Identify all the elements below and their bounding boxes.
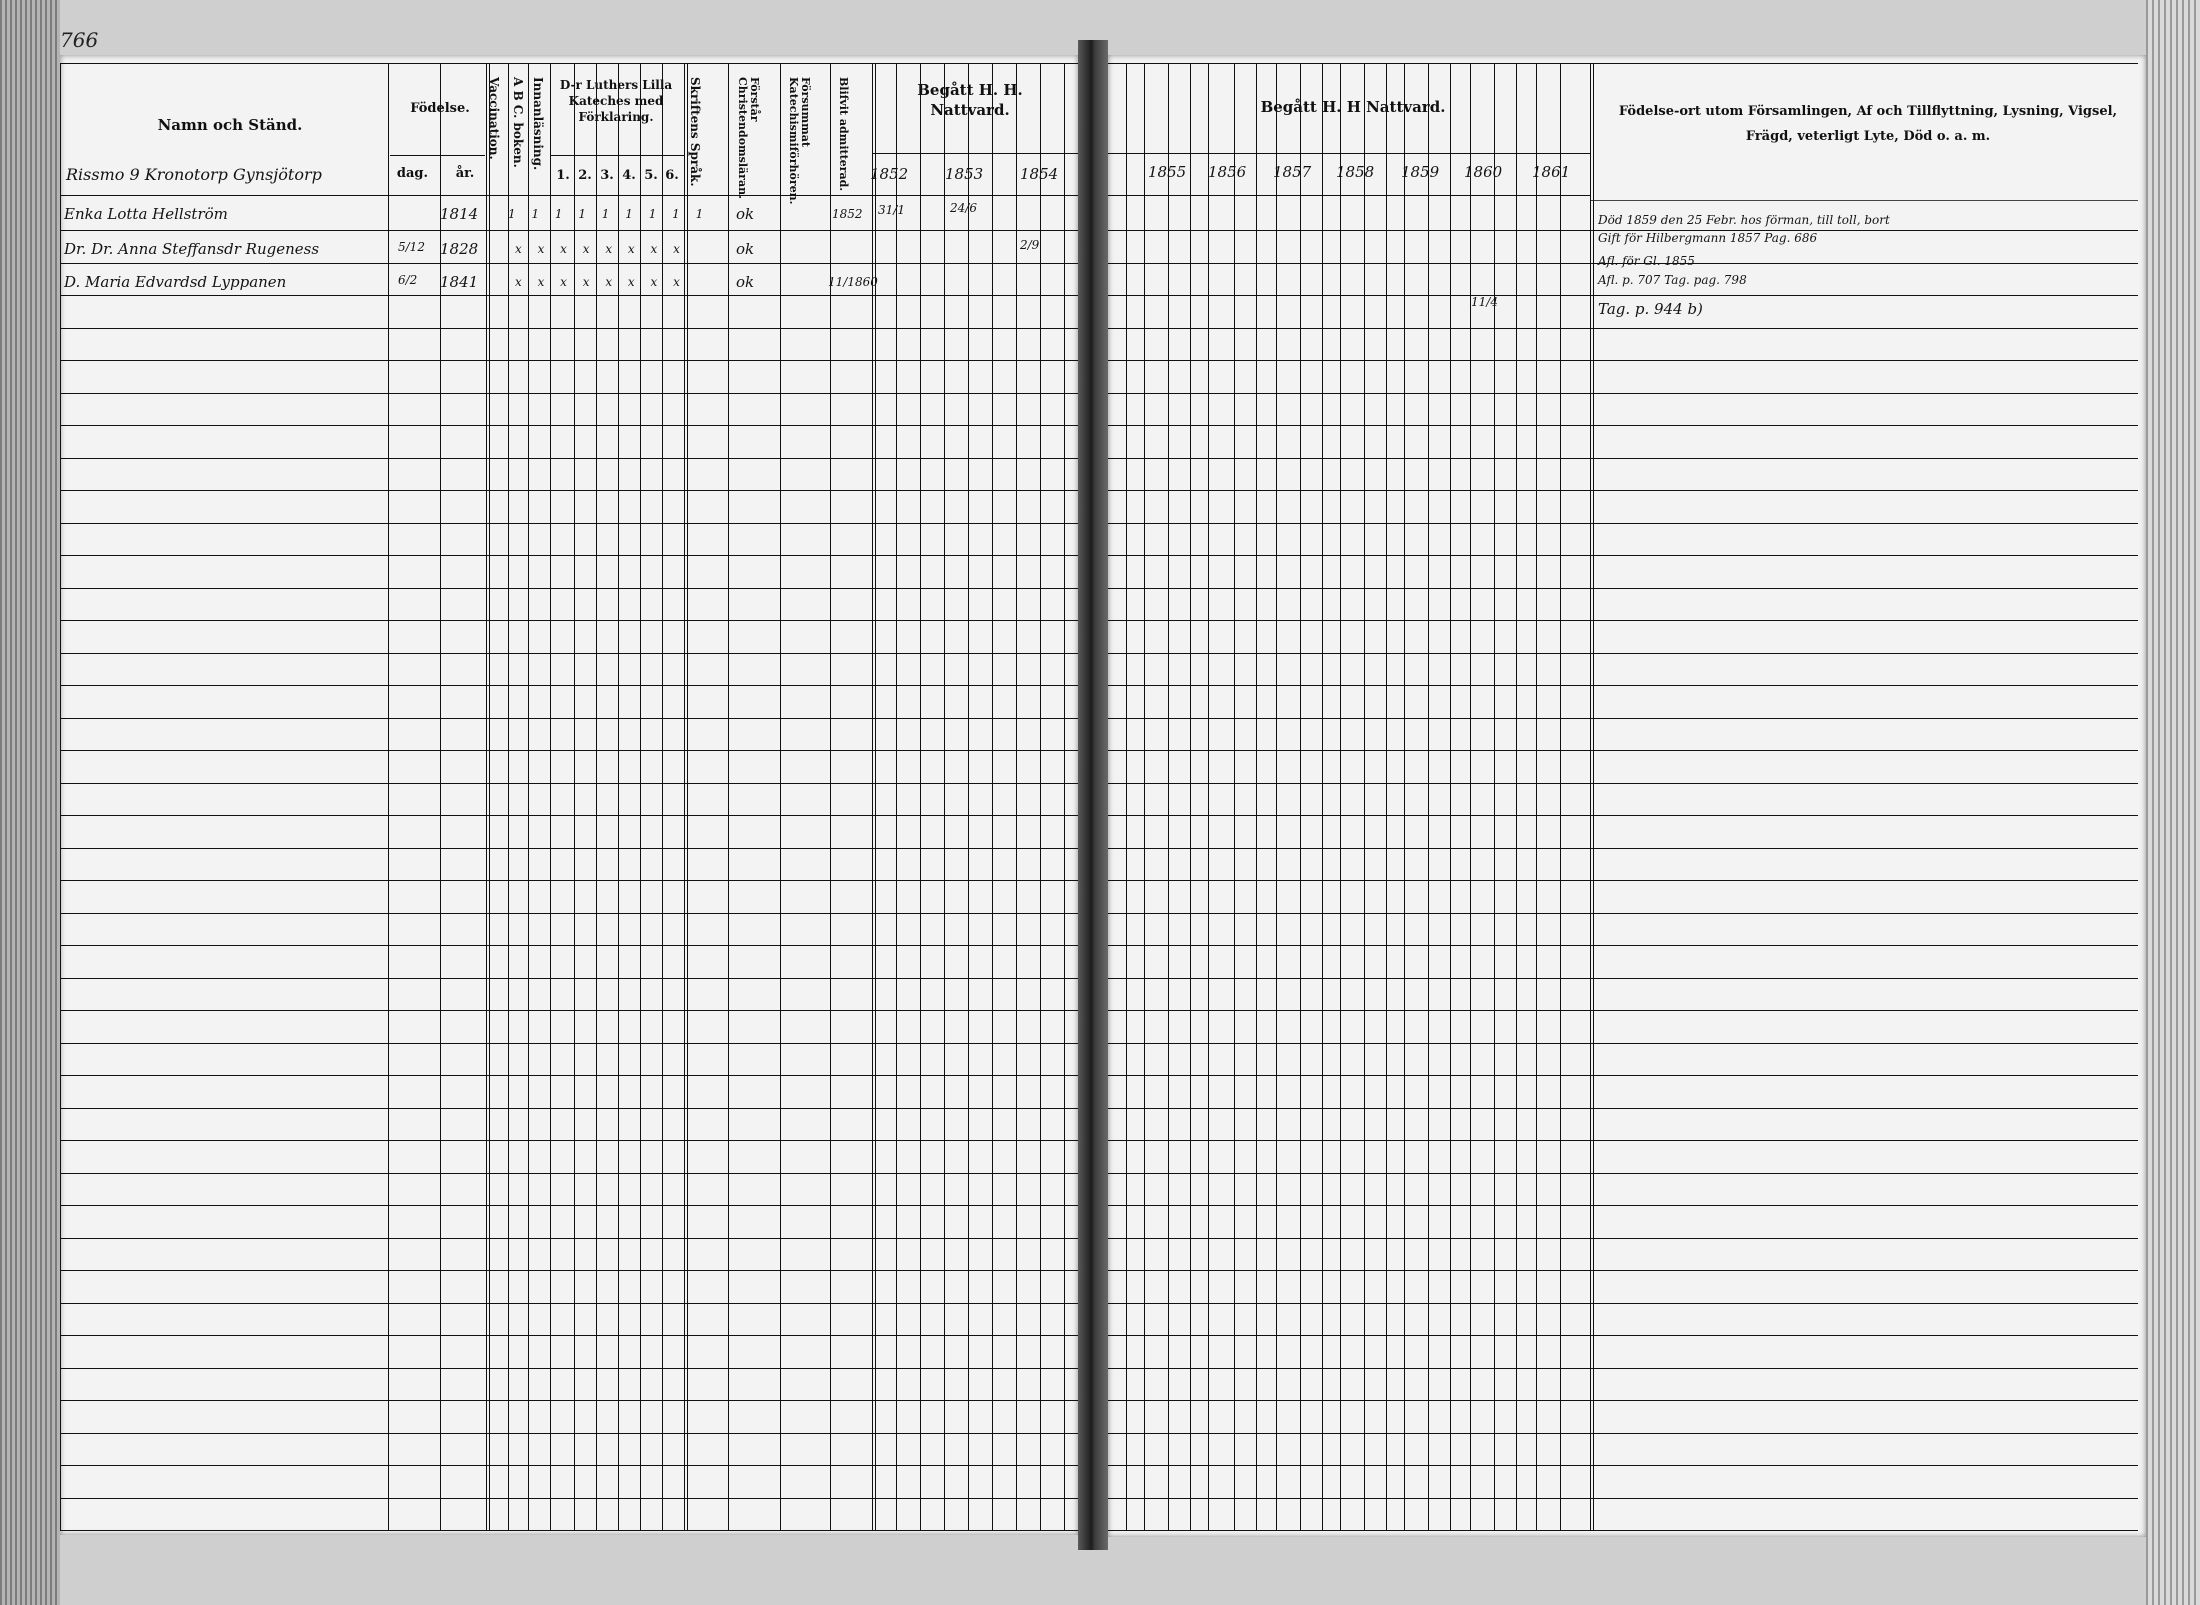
table-bottom-border <box>60 1530 1078 1531</box>
year-header: 1855 <box>1148 163 1187 181</box>
row-rule <box>1108 848 2138 849</box>
column-rule <box>1276 63 1277 1530</box>
column-rule <box>1190 63 1191 1530</box>
book-spine <box>1078 40 1108 1550</box>
column-rule <box>1536 63 1537 1530</box>
catechism-col-3: 3. <box>600 168 614 183</box>
row-rule <box>1108 880 2138 881</box>
row-marks: x x x x x x x x <box>515 275 686 289</box>
column-rule <box>486 63 487 1530</box>
row-rule <box>1108 490 2138 491</box>
header-ar: år. <box>455 166 475 181</box>
household-title: Rissmo 9 Kronotorp Gynsjötorp <box>66 165 322 184</box>
row-rule <box>1108 425 2138 426</box>
header-fodelse: Födelse. <box>410 101 470 116</box>
header-vaccination: Vaccination. <box>487 77 502 160</box>
row-rule <box>60 848 1078 849</box>
header-divider <box>390 155 485 156</box>
column-rule <box>1144 63 1145 1530</box>
row-rule <box>60 718 1078 719</box>
row-rule <box>60 653 1078 654</box>
row-rule <box>1108 295 2138 296</box>
row-rule <box>60 880 1078 881</box>
row-rule <box>60 523 1078 524</box>
year-header: 1860 <box>1464 163 1503 181</box>
row-rule <box>1108 653 2138 654</box>
right-page <box>1108 55 2146 1537</box>
column-rule <box>1340 63 1341 1530</box>
year-header: 1861 <box>1532 163 1571 181</box>
row-rule <box>1108 458 2138 459</box>
column-rule <box>1016 63 1017 1530</box>
row-rule <box>1108 620 2138 621</box>
row-rule <box>60 1238 1078 1239</box>
row-rule <box>1108 523 2138 524</box>
book-edge-left <box>0 0 60 1605</box>
row-rule <box>60 945 1078 946</box>
table-bottom-border <box>1108 1530 2138 1531</box>
column-rule <box>920 63 921 1530</box>
row-rule <box>1108 1465 2138 1466</box>
row-rule <box>60 360 1078 361</box>
column-rule <box>1168 63 1169 1530</box>
row-rule <box>1108 945 2138 946</box>
row-rule <box>60 1043 1078 1044</box>
row-name: D. Maria Edvardsd Lyppanen <box>64 273 287 291</box>
row-rule <box>60 328 1078 329</box>
column-rule <box>968 63 969 1530</box>
row-rule <box>1108 393 2138 394</box>
row-rule <box>1108 1303 2138 1304</box>
column-rule <box>896 63 897 1530</box>
row-rule <box>1108 1173 2138 1174</box>
row-rule <box>1108 1368 2138 1369</box>
row-rule <box>60 393 1078 394</box>
remark-line: Afl. för Gl. 1855 <box>1598 254 1695 268</box>
row-rule <box>60 1465 1078 1466</box>
row-rule <box>60 1010 1078 1011</box>
header-luther: D-r Luthers Lilla Kateches med Förklaring. <box>559 78 673 125</box>
row-rule <box>1108 815 2138 816</box>
row-marks: 1 1 1 1 1 1 1 1 1 <box>508 207 710 221</box>
row-rule <box>60 978 1078 979</box>
column-rule <box>780 63 781 1530</box>
header-begatt: Begått H. H. Nattvard. <box>917 81 1023 120</box>
remark-line: Död 1859 den 25 Febr. hos förman, till toll, bort <box>1598 213 1890 227</box>
row-rule <box>1108 750 2138 751</box>
row-year: 1814 <box>440 205 479 223</box>
row-rule <box>60 685 1078 686</box>
row-rule <box>1108 1140 2138 1141</box>
header-innanlasning: Innanläsning. <box>531 77 546 171</box>
catechism-col-2: 2. <box>578 168 592 183</box>
year-header: 1858 <box>1336 163 1375 181</box>
year-header: 1857 <box>1273 163 1312 181</box>
row-rule <box>60 750 1078 751</box>
column-rule <box>1428 63 1429 1530</box>
column-rule <box>489 63 490 1530</box>
row-rule <box>60 815 1078 816</box>
row-rule <box>60 1335 1078 1336</box>
header-name: Namn och Ständ. <box>157 116 303 134</box>
row-rule <box>60 1108 1078 1109</box>
column-rule <box>1064 63 1065 1530</box>
row-admitted: 11/1860 <box>828 275 878 289</box>
table-top-border <box>1108 63 2138 64</box>
row-year: 1828 <box>440 240 479 258</box>
row-communion-1854: 2/9 <box>1020 238 1040 252</box>
column-rule <box>1126 63 1127 1530</box>
row-rule <box>60 1433 1078 1434</box>
page-number: 766 <box>60 28 99 52</box>
column-rule <box>1516 63 1517 1530</box>
row-rule <box>1108 1205 2138 1206</box>
year-header: 1856 <box>1208 163 1247 181</box>
row-rule <box>1108 555 2138 556</box>
left-page <box>60 55 1078 1535</box>
row-rule <box>60 230 1078 231</box>
row-forstar: ok <box>736 240 755 258</box>
header-bottom-border <box>1108 195 1590 196</box>
row-rule <box>1108 328 2138 329</box>
row-rule <box>60 1075 1078 1076</box>
row-rule <box>1108 1433 2138 1434</box>
column-rule <box>1300 63 1301 1530</box>
row-rule <box>60 1205 1078 1206</box>
column-rule <box>687 63 688 1530</box>
header-remarks: Födelse-ort utom Församlingen, Af och Tillflyttning, Lysning, Vigsel, Frägd, veterligt Lyte, Död o. a. m. <box>1618 104 2118 144</box>
header-forstar: Förstår Christendomsläran. <box>736 77 762 199</box>
row-rule <box>60 1400 1078 1401</box>
row-rule <box>1108 1108 2138 1109</box>
table-top-border <box>60 63 1078 64</box>
column-rule <box>992 63 993 1530</box>
row-rule <box>60 555 1078 556</box>
column-rule <box>1234 63 1235 1530</box>
row-rule <box>60 263 1078 264</box>
year-header: 1853 <box>945 165 984 183</box>
communion-mark-1860: 11/4 <box>1471 295 1498 309</box>
column-rule <box>1040 63 1041 1530</box>
row-admitted: 1852 <box>832 207 863 221</box>
row-forstar: ok <box>736 273 755 291</box>
header-abc: A B C. boken. <box>511 77 526 168</box>
header-forsumat: Försummat Katechismiförhören. <box>787 77 813 205</box>
row-rule <box>1108 1400 2138 1401</box>
header-divider <box>1108 153 1590 154</box>
row-name: Dr. Dr. Anna Steffansdr Rugeness <box>64 240 320 258</box>
column-rule <box>944 63 945 1530</box>
column-rule <box>508 63 509 1530</box>
row-communion-1852: 31/1 <box>878 203 905 217</box>
row-rule <box>60 1270 1078 1271</box>
column-rule <box>1256 63 1257 1530</box>
row-rule <box>60 1140 1078 1141</box>
row-communion-1853: 24/6 <box>950 201 977 215</box>
column-rule <box>388 63 389 1530</box>
column-rule <box>1322 63 1323 1530</box>
row-rule <box>1108 978 2138 979</box>
column-rule <box>1364 63 1365 1530</box>
row-rule <box>60 1303 1078 1304</box>
row-rule <box>1108 1335 2138 1336</box>
table-left-border <box>60 63 61 1530</box>
row-rule <box>60 620 1078 621</box>
row-rule <box>1108 1075 2138 1076</box>
row-rule <box>1108 1498 2138 1499</box>
row-rule <box>60 1498 1078 1499</box>
header-blifvit: Blifvit admitterad. <box>837 77 851 192</box>
row-rule <box>60 1173 1078 1174</box>
row-year: 1841 <box>440 273 479 291</box>
column-rule <box>1494 63 1495 1530</box>
header-bottom-border <box>60 195 1078 196</box>
row-rule <box>1108 588 2138 589</box>
row-day: 6/2 <box>398 273 418 287</box>
row-day: 5/12 <box>398 240 425 254</box>
column-rule <box>1208 63 1209 1530</box>
row-rule <box>1108 1238 2138 1239</box>
column-rule <box>1450 63 1451 1530</box>
row-rule <box>1108 913 2138 914</box>
remark-line: Afl. p. 707 Tag. pag. 798 <box>1598 273 1747 287</box>
column-rule <box>1386 63 1387 1530</box>
row-rule <box>1108 360 2138 361</box>
column-rule <box>1590 63 1591 1530</box>
row-rule <box>60 783 1078 784</box>
header-divider <box>872 153 1078 154</box>
column-rule <box>728 63 729 1530</box>
row-rule <box>1108 1010 2138 1011</box>
year-header: 1852 <box>870 165 909 183</box>
row-marks: x x x x x x x x <box>515 242 686 256</box>
row-rule <box>60 588 1078 589</box>
column-rule <box>1470 63 1471 1530</box>
column-rule <box>1404 63 1405 1530</box>
year-header: 1859 <box>1401 163 1440 181</box>
row-rule <box>60 295 1078 296</box>
remark-line: Tag. p. 944 b) <box>1598 300 1703 318</box>
catechism-col-4: 4. <box>622 168 636 183</box>
remark-line: Gift för Hilbergmann 1857 Pag. 686 <box>1598 231 1818 245</box>
row-rule <box>60 490 1078 491</box>
header-dag: dag. <box>396 166 429 181</box>
book-edge-right <box>2146 0 2200 1605</box>
column-rule <box>1560 63 1561 1530</box>
catechism-col-5: 5. <box>644 168 658 183</box>
row-rule <box>1108 1043 2138 1044</box>
row-rule <box>1108 1270 2138 1271</box>
header-skriftens: Skriftens Språk. <box>688 77 703 187</box>
row-rule <box>60 913 1078 914</box>
row-rule <box>1108 718 2138 719</box>
row-rule <box>60 1368 1078 1369</box>
remarks-top-rule <box>1590 200 2138 201</box>
row-rule <box>60 458 1078 459</box>
row-rule <box>1108 783 2138 784</box>
catechism-col-6: 6. <box>665 168 679 183</box>
column-rule <box>1593 63 1594 1530</box>
row-name: Enka Lotta Hellström <box>64 205 228 223</box>
header-begatt-right: Begått H. H Nattvard. <box>1260 98 1446 116</box>
row-rule <box>1108 685 2138 686</box>
row-forstar: ok <box>736 205 755 223</box>
row-rule <box>60 425 1078 426</box>
year-header: 1854 <box>1020 165 1059 183</box>
catechism-col-1: 1. <box>556 168 570 183</box>
